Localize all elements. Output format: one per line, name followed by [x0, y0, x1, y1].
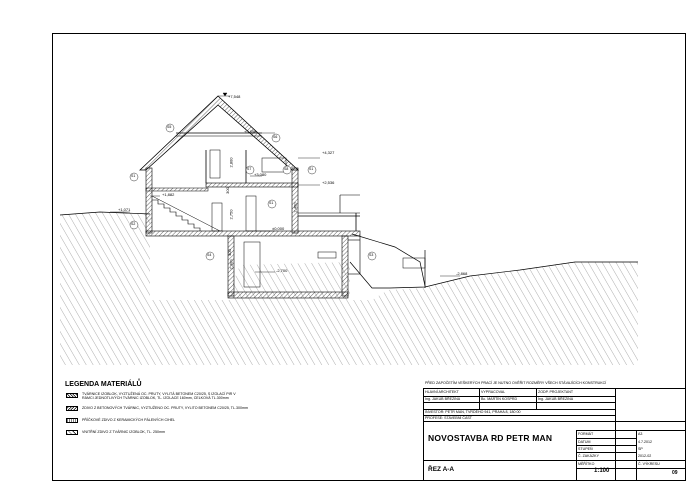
tb-stage: SP: [638, 447, 643, 451]
level-ridge: +7,548: [228, 94, 241, 99]
legend-swatch-4: [66, 430, 78, 435]
level-ground-floor: ±0,000: [272, 226, 285, 231]
tb-order-label: Č. ZAKÁZKY: [578, 454, 599, 458]
project-title: NOVOSTAVBA RD PETR MAN: [428, 433, 553, 443]
tb-format-label: FORMÁT: [578, 432, 594, 436]
tag-s2: S2: [131, 222, 136, 226]
legend-title: LEGENDA MATERIÁLŮ: [65, 381, 142, 388]
level-basement: -2,700: [276, 268, 288, 273]
tag-s8: S8: [284, 167, 289, 171]
legend-item-1: TVÁRNICE IZOBLOK, VYZTUŽENÁ OC. PRUTY, VYLITÁ BETONEM C20/25, S IZOLACÍ PIR V RÁMCI JEDNOTLIVÝCH TVÁRNIC IZOBLOK, TL. IZOLACE 160mm, CELKOVÁ TL.300mm: [82, 392, 236, 401]
legend-swatch-1: [66, 393, 78, 398]
legend-swatch-2: [66, 406, 78, 411]
tag-s1a: S1: [131, 174, 136, 178]
tb-scale: 1:100: [594, 468, 610, 474]
tb-architect: Ing. JAKUB BŘEZINA: [425, 397, 461, 401]
tb-resp: Ing. JAKUB BŘEZINA: [538, 397, 574, 401]
tb-order: 2012-02: [638, 454, 652, 458]
height-1: 2,800: [228, 157, 234, 168]
height-5: 400: [226, 249, 232, 256]
notice: PŘED ZAPOČETÍM VEŠKERÝCH PRACÍ JE NUTNO OVĚŘIT ROZMĚRY VŠECH STÁVAJÍCÍCH KONSTRUKCÍ: [425, 381, 607, 385]
tag-s4: S4: [207, 253, 212, 257]
legend-item-4: VNITŘNÍ ZDIVO Z TVÁRNIC IZOBLOK, TL. 250mm: [82, 430, 165, 434]
legend-swatch-3: [66, 418, 78, 423]
tb-stage-label: STUPEŇ: [578, 447, 593, 451]
tb-architect-label: HLAVNÍ ARCHITEKT: [425, 390, 459, 394]
height-6: 300: [224, 187, 230, 194]
level-eave: +4,327: [322, 150, 335, 155]
tag-s1b: S1: [269, 201, 274, 205]
tag-s3: S3: [369, 253, 374, 257]
level-stair: +1,882: [162, 192, 175, 197]
tb-sheet-label: Č. VÝKRESU: [638, 462, 660, 466]
height-4: 2,300: [228, 259, 234, 270]
level-ground-left: +1,071: [118, 207, 131, 212]
tb-format: A3: [638, 432, 643, 436]
tag-s7: S7: [247, 167, 252, 171]
tb-drawn: Bc. MARTIN KOSPRD: [481, 397, 518, 401]
legend-item-2: ZDIVO Z BETONOVÝCH TVÁRNIC, VYZTUŽENO OC. PRUTY, VYLITO BETONEM C20/25, TL.300mm: [82, 406, 248, 410]
tag-s6: S6: [273, 135, 278, 139]
tb-date-label: DATUM: [578, 440, 591, 444]
level-terrace: +2,536: [322, 180, 335, 185]
height-3: 2,750: [228, 209, 234, 220]
level-attic: +5,858: [244, 129, 257, 134]
tag-s5: S5: [167, 125, 172, 129]
level-terrain: -2,868: [456, 271, 468, 276]
tag-s1c: S1: [309, 167, 314, 171]
tb-investor: INVESTOR: PETR MAN, TVRDÉHO 941, PRAHA 8, 180 00: [425, 410, 521, 414]
tb-resp-label: ZODP. PROJEKTANT: [538, 390, 574, 394]
height-2: 2,400: [292, 202, 298, 213]
tb-date: 4.7.2012: [638, 440, 652, 444]
drawing-title: ŘEZ A-A: [428, 466, 455, 473]
tb-sheet: 09: [672, 470, 678, 476]
tb-scale-label: MĚŘÍTKO: [578, 462, 595, 466]
legend-item-3: PŘÍČKOVÉ ZDIVO Z KERAMICKÝCH PÁLENÝCH CIHEL: [82, 418, 176, 422]
tb-profession: PROFESE: STAVEBNÍ ČÁST: [425, 416, 472, 420]
level-upper: +3,080: [254, 172, 267, 177]
tb-drawn-label: VYPRACOVAL: [481, 390, 506, 394]
staircase: [152, 200, 200, 231]
